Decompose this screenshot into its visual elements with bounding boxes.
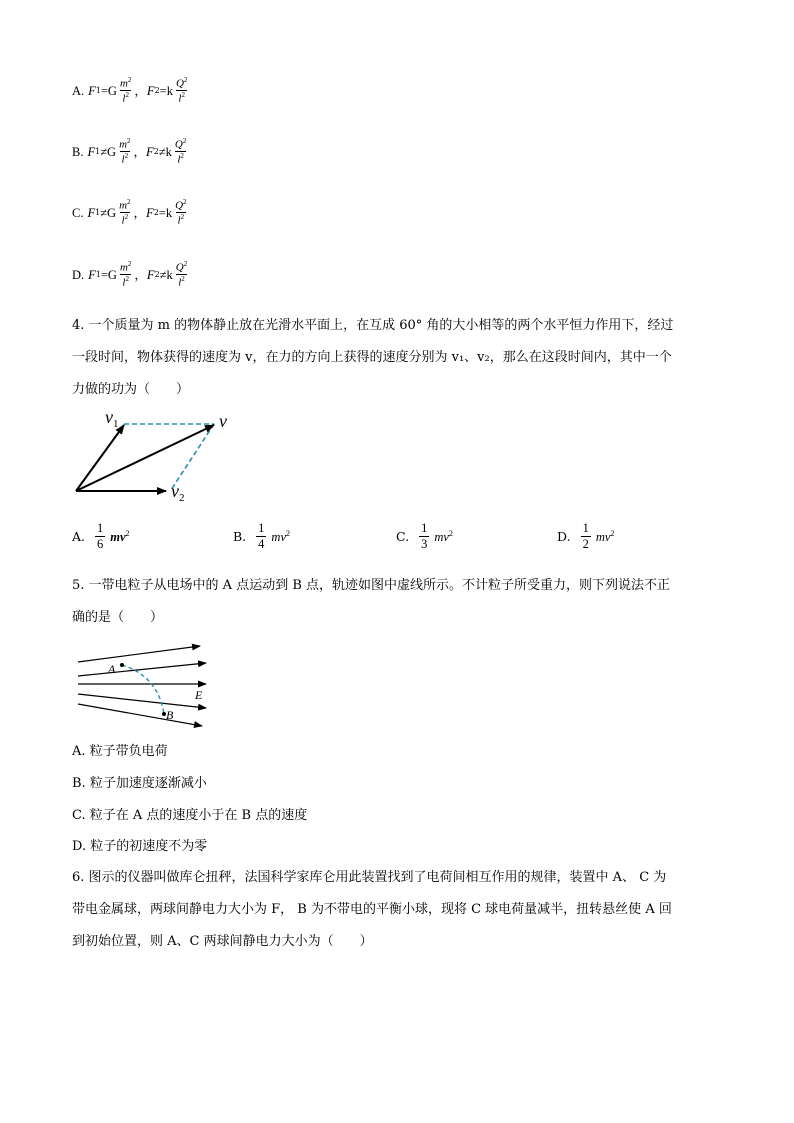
q4-option-c-fraction: 1 3	[421, 521, 428, 551]
q4-stem	[72, 310, 712, 406]
q5-stem	[72, 570, 712, 634]
q5-field-line-4	[78, 694, 206, 708]
q3-d-f1-fraction: $\frac{m^2}{l^2}$	[119, 260, 132, 289]
q4-option-d[interactable]: D. 1 2 $mv^2$	[557, 521, 615, 551]
q5-stem-line-2: 确的是（ ）	[72, 610, 164, 625]
q4-stem-line-3: 力做的功为（ ）	[72, 382, 190, 397]
q3-a-f2-fraction: $\frac{Q^2}{l^2}$	[175, 76, 188, 105]
q4-option-b-label: B.	[233, 529, 247, 545]
q4-option-c-label: C.	[396, 529, 410, 545]
q5-option-d[interactable]: D. 粒子的初速度不为零	[72, 839, 208, 854]
q3-c-f1-fraction: $\frac{m^2}{l^2}$	[119, 198, 131, 227]
q3-option-a[interactable]: A. F 1 =G $\frac{m^2}{l^2}$ ， F 2 =k $\frac{Q^2}{l^2}$	[72, 76, 188, 105]
q5-trajectory	[122, 665, 164, 714]
q6-stem-line-3: 到初始位置，则 A、C 两球间静电力大小为（ ）	[72, 934, 373, 949]
q6-stem-line-1: 6. 图示的仪器叫做库仑扭秤，法国科学家库仑用此装置找到了电荷间相互作用的规律，装置中 A、 C 为	[72, 870, 667, 885]
q5-field-line-5	[78, 704, 202, 726]
q4-velocity-diagram	[68, 405, 248, 510]
q3-option-c[interactable]: C. F 1 ≠G $\frac{m^2}{l^2}$ ， F 2 =k $\frac{Q^2}{l^2}$	[72, 198, 187, 227]
q3-option-b[interactable]: B. F 1 ≠G $\frac{m^2}{l^2}$ ， F 2 ≠k $\frac{Q^2}{l^2}$	[72, 137, 187, 166]
q4-option-a[interactable]: A. 1 6 $mv^2$	[72, 521, 130, 551]
q3-c-f2-fraction: $\frac{Q^2}{l^2}$	[175, 198, 187, 227]
q3-d-f2-fraction: $\frac{Q^2}{l^2}$	[175, 260, 188, 289]
q3-b-f1-fraction: $\frac{m^2}{l^2}$	[119, 137, 131, 166]
q4-option-c[interactable]: C. 1 3 $mv^2$	[396, 521, 453, 551]
q4-option-a-label: A.	[72, 529, 86, 545]
q5-label-a: A	[108, 662, 116, 676]
q4-label-v1: $v_1$	[105, 407, 119, 430]
q4-label-v2: $v_2$	[171, 481, 185, 504]
q5-point-a	[120, 663, 124, 667]
q4-stem-line-2: 一段时间，物体获得的速度为 v，在力的方向上获得的速度分别为 v₁、v₂，那么在这段时间内，其中一个	[72, 350, 672, 365]
q5-field-line-1	[78, 646, 200, 662]
q5-label-b: B	[166, 708, 174, 722]
q5-option-b[interactable]: B. 粒子加速度逐渐减小	[72, 776, 207, 791]
q3-option-d[interactable]: D. F 1 =G $\frac{m^2}{l^2}$ ， F 2 ≠k $\frac{Q^2}{l^2}$	[72, 260, 188, 289]
q5-field-diagram	[72, 640, 222, 735]
q4-option-d-label: D.	[557, 529, 571, 545]
q4-arrow-v	[76, 425, 214, 491]
q3-b-f2-fraction: $\frac{Q^2}{l^2}$	[174, 137, 187, 166]
q5-label-e: E	[195, 688, 203, 702]
q4-option-d-fraction: 1 2	[582, 521, 589, 551]
q4-label-v: v	[219, 411, 227, 431]
q5-option-c[interactable]: C. 粒子在 A 点的速度小于在 B 点的速度	[72, 808, 308, 823]
q4-option-a-fraction: 1 6	[97, 521, 104, 551]
q5-option-a[interactable]: A. 粒子带负电荷	[72, 744, 168, 759]
q6-stem-line-2: 带电金属球，两球间静电力大小为 F， B 为不带电的平衡小球，现将 C 球电荷量减半，扭转悬丝使 A 回	[72, 902, 672, 917]
q4-arrow-v1	[76, 425, 124, 491]
q4-option-b[interactable]: B. 1 4 $mv^2$	[233, 521, 290, 551]
q4-option-b-fraction: 1 4	[258, 521, 265, 551]
q4-stem-line-1: 4. 一个质量为 m 的物体静止放在光滑水平面上，在互成 60° 角的大小相等的两个水平恒力作用下，经过	[72, 318, 674, 333]
q5-stem-line-1: 5. 一带电粒子从电场中的 A 点运动到 B 点，轨迹如图中虚线所示。不计粒子所受重力，则下列说法不正	[72, 578, 671, 593]
q6-stem	[72, 862, 712, 958]
q3-a-f1-fraction: $\frac{m^2}{l^2}$	[119, 76, 132, 105]
